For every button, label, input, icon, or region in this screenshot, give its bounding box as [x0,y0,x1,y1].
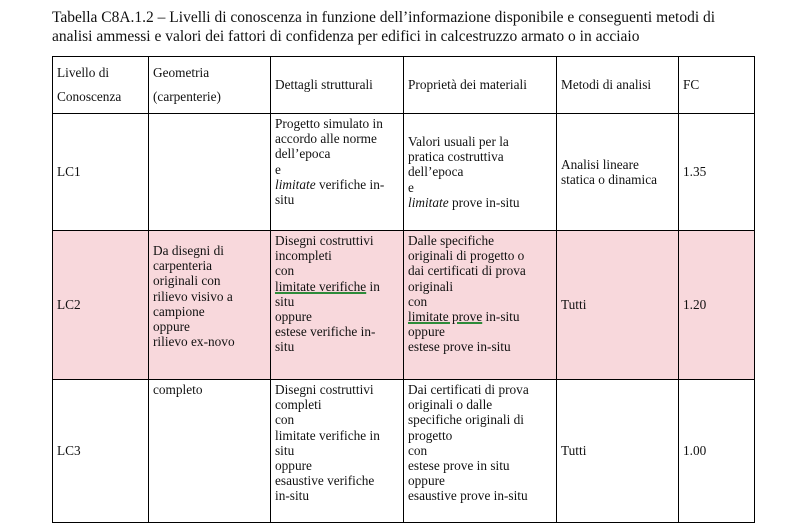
lc1-dettagli-line: Progetto simulato in [275,116,383,131]
lc1-dettagli-line: e [275,161,281,177]
lc1-proprieta-line: e [408,179,414,195]
lc2-proprieta-line [408,309,552,324]
header-fc: FC [679,57,755,114]
cell-lc2-level: LC2 [53,231,149,380]
lc1-dettagli-line: dell’epoca [275,146,331,162]
lc2-proprieta-line: dai certificati di prova [408,263,526,279]
lc2-geometria-line: oppure [153,319,190,335]
lc2-dettagli-line: Disegni costruttivi [275,233,374,248]
header-livello-line-2: Conoscenza [57,89,122,104]
header-livello [53,57,149,114]
lc2-dettagli-line: incompleti [275,248,332,264]
cell-lc3-dettagli [271,380,404,523]
lc2-proprieta-line: estese prove in-situ [408,339,511,355]
lc2-dettagli-line [275,279,399,294]
lc1-dettagli-line: situ [275,192,295,208]
lc3-geometria-line: completo [153,382,203,397]
lc1-dettagli-line: accordo alle norme [275,131,377,147]
cell-lc2-dettagli [271,231,404,380]
lc1-proprieta-limitate: limitate [408,194,449,210]
lc2-geometria-line: rilievo ex-novo [153,334,235,350]
lc1-dettagli-line [275,177,399,192]
lc2-dettagli-line: con [275,263,295,279]
cell-lc2-fc: 1.20 [679,231,755,380]
lc2-geometria-line: carpenteria [153,258,213,274]
header-row [53,57,755,114]
lc2-dettagli-limitate-verifiche: limitate verifiche [275,278,367,294]
lc1-dettagli-limitate: limitate [275,176,316,192]
lc3-proprieta-line: progetto [408,427,453,443]
caption-line-1: Tabella C8A.1.2 – Livelli di conoscenza in funzione dell’informazione disponibile e conseguenti metodi di [52,9,716,26]
lc2-dettagli-line: estese verifiche in- [275,324,376,340]
lc3-proprieta-line: oppure [408,473,445,489]
lc3-dettagli-line: completi [275,397,322,413]
header-livello-line-1: Livello di [57,65,110,80]
lc2-proprieta-in-situ: in-situ [482,309,520,325]
header-geometria-line-2: (carpenterie) [153,89,221,104]
lc2-dettagli-in: in [366,278,380,294]
header-dettagli: Dettagli strutturali [271,57,404,114]
cell-lc1-geometria [149,114,271,231]
cell-lc2-metodi: Tutti [557,231,679,380]
lc1-proprieta-prove: prove in-situ [448,194,520,210]
lc2-proprieta-line: Dalle specifiche [408,233,495,248]
header-metodi: Metodi di analisi [557,57,679,114]
cell-lc1-level: LC1 [53,114,149,231]
lc1-proprieta-line: pratica costruttiva [408,149,504,165]
lc3-proprieta-line: originali o dalle [408,397,493,413]
lc3-proprieta-line: esaustive prove in-situ [408,488,528,504]
lc1-proprieta-line [408,195,552,210]
header-proprieta: Proprietà dei materiali [404,57,557,114]
lc3-proprieta-line: con [408,442,428,458]
header-geometria [149,57,271,114]
lc2-dettagli-line: oppure [275,309,312,325]
cell-lc3-geometria [149,380,271,523]
lc3-dettagli-line: oppure [275,458,312,474]
cell-lc1-metodi [557,114,679,231]
lc3-proprieta-line: estese prove in situ [408,458,510,474]
lc2-geometria-line: originali con [153,273,221,289]
lc1-proprieta-line: dell’epoca [408,164,464,180]
lc3-dettagli-line: Disegni costruttivi [275,382,374,397]
cell-lc1-fc: 1.35 [679,114,755,231]
lc1-proprieta-line: Valori usuali per la [408,133,509,149]
lc2-dettagli-line: situ [275,339,295,355]
cell-lc3-level: LC3 [53,380,149,523]
cell-lc3-metodi: Tutti [557,380,679,523]
lc2-proprieta-line: originali di progetto o [408,248,525,264]
lc3-proprieta-line: specifiche originali di [408,412,524,428]
cell-lc1-dettagli [271,114,404,231]
lc3-dettagli-line: esaustive verifiche [275,473,375,489]
caption-line-2: analisi ammessi e valori dei fattori di confidenza per edifici in calcestruzzo armato o in acciaio [52,28,640,45]
lc2-proprieta-line: con [408,293,428,309]
lc2-proprieta-line: originali [408,278,454,294]
lc2-geometria-line: rilievo visivo a [153,288,233,304]
lc3-dettagli-line: limitate verifiche in [275,427,380,443]
lc2-proprieta-line: oppure [408,324,445,340]
table-caption [52,8,792,46]
table-row-lc2 [53,231,755,380]
cell-lc2-geometria [149,231,271,380]
cell-lc1-proprieta [404,114,557,231]
table-row-lc1 [53,114,755,231]
table-row-lc3 [53,380,755,523]
lc1-dettagli-verifiche: verifiche in- [315,176,385,192]
knowledge-levels-table [52,56,755,523]
cell-lc2-proprieta [404,231,557,380]
lc3-dettagli-line: situ [275,442,295,458]
lc2-dettagli-line: situ [275,293,295,309]
lc1-metodi-line: statica o dinamica [561,172,657,187]
lc3-dettagli-line: con [275,412,295,428]
header-geometria-line-1: Geometria [153,65,210,80]
lc2-geometria-line: Da disegni di [153,243,224,258]
cell-lc3-fc: 1.00 [679,380,755,523]
lc1-metodi-line: Analisi lineare [561,156,639,172]
lc3-dettagli-line: in-situ [275,488,309,504]
lc2-proprieta-limitate-prove: limitate prove [408,309,483,325]
cell-lc3-proprieta [404,380,557,523]
lc2-geometria-line: campione [153,303,205,319]
lc3-proprieta-line: Dai certificati di prova [408,382,529,397]
